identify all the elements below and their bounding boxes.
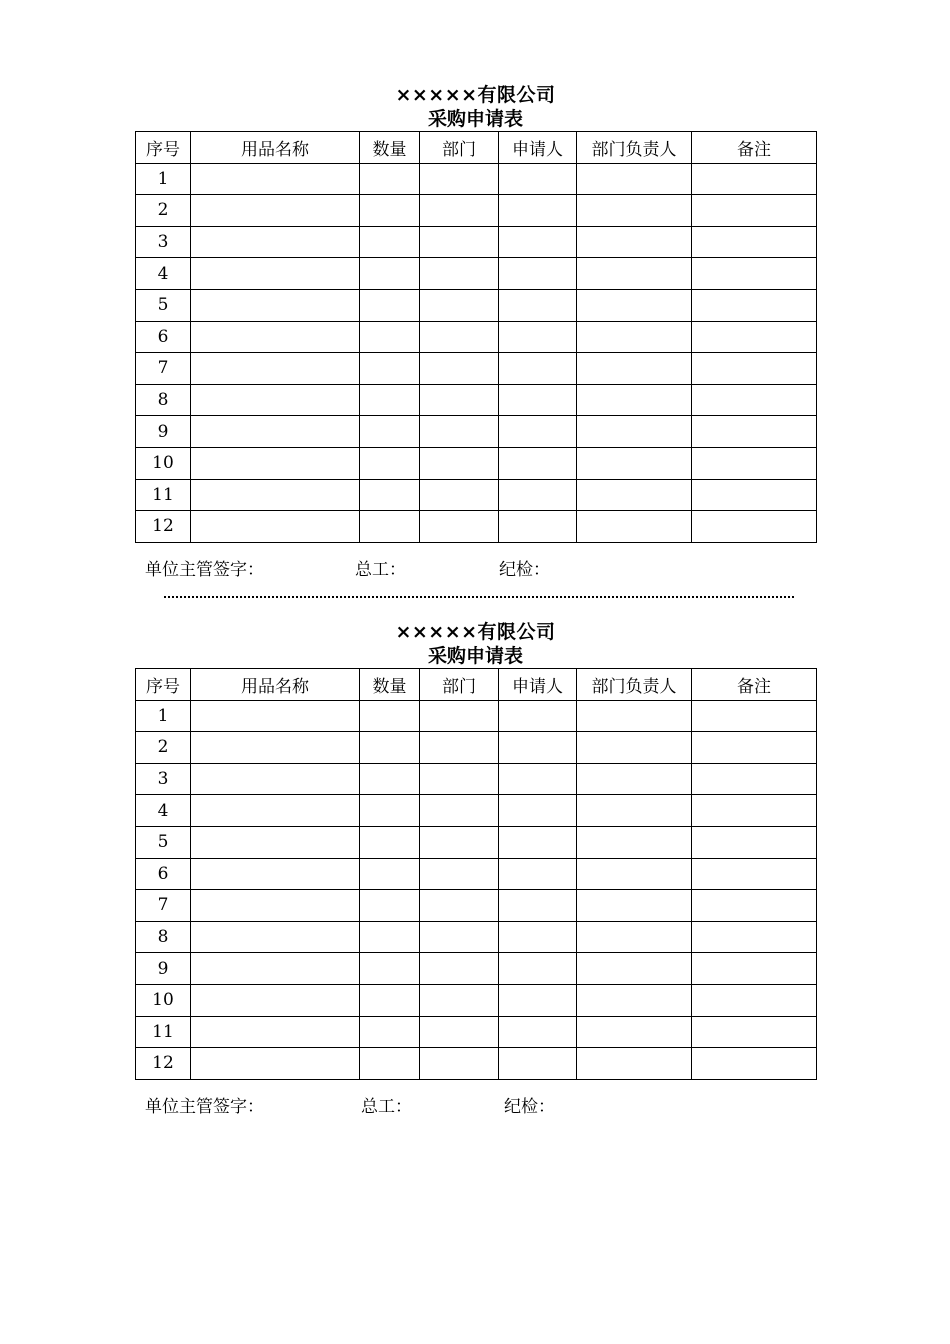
remarks-cell[interactable] [692, 226, 817, 258]
serial-number-cell: 7 [136, 890, 191, 922]
quantity-cell[interactable] [360, 826, 420, 858]
table-body [136, 700, 817, 1079]
quantity-cell[interactable] [360, 321, 420, 353]
quantity-cell[interactable] [360, 858, 420, 890]
table-row [136, 953, 817, 985]
table-body [136, 163, 817, 542]
serial-number-cell: 4 [136, 258, 191, 290]
item-name-cell[interactable] [191, 890, 360, 922]
dept-head-cell[interactable] [577, 511, 692, 543]
signature-line [135, 1092, 816, 1126]
quantity-cell[interactable] [360, 384, 420, 416]
table-row [136, 195, 817, 227]
dept-head-cell[interactable] [577, 163, 692, 195]
department-cell[interactable] [420, 763, 499, 795]
serial-number-cell: 1 [136, 163, 191, 195]
table-row [136, 511, 817, 543]
serial-number-cell: 8 [136, 921, 191, 953]
remarks-cell[interactable] [692, 195, 817, 227]
applicant-cell[interactable] [499, 384, 577, 416]
col-header-dept-head: 部门负责人 [577, 132, 692, 164]
item-name-cell[interactable] [191, 289, 360, 321]
applicant-cell[interactable] [499, 353, 577, 385]
supervisor-signature-label: 单位主管签字： [145, 1096, 264, 1117]
company-title: ×××××有限公司 [395, 84, 556, 106]
dept-head-cell[interactable] [577, 921, 692, 953]
serial-number-cell: 2 [136, 195, 191, 227]
quantity-cell[interactable] [360, 700, 420, 732]
applicant-cell[interactable] [499, 763, 577, 795]
department-cell[interactable] [420, 289, 499, 321]
department-cell[interactable] [420, 700, 499, 732]
department-cell[interactable] [420, 511, 499, 543]
applicant-cell[interactable] [499, 890, 577, 922]
discipline-inspection-label: 纪检： [499, 559, 550, 580]
applicant-cell[interactable] [499, 163, 577, 195]
applicant-cell[interactable] [499, 258, 577, 290]
item-name-cell[interactable] [191, 258, 360, 290]
department-cell[interactable] [420, 479, 499, 511]
remarks-cell[interactable] [692, 795, 817, 827]
applicant-cell[interactable] [499, 1016, 577, 1048]
applicant-cell[interactable] [499, 1048, 577, 1080]
remarks-cell[interactable] [692, 826, 817, 858]
chief-engineer-label: 总工： [361, 1096, 412, 1117]
serial-number-cell: 4 [136, 795, 191, 827]
department-cell[interactable] [420, 195, 499, 227]
remarks-cell[interactable] [692, 953, 817, 985]
remarks-cell[interactable] [692, 1048, 817, 1080]
dept-head-cell[interactable] [577, 289, 692, 321]
dept-head-cell[interactable] [577, 384, 692, 416]
item-name-cell[interactable] [191, 416, 360, 448]
dept-head-cell[interactable] [577, 447, 692, 479]
department-cell[interactable] [420, 258, 499, 290]
item-name-cell[interactable] [191, 700, 360, 732]
serial-number-cell: 11 [136, 1016, 191, 1048]
supervisor-signature-label: 单位主管签字： [145, 559, 264, 580]
col-header-serial: 序号 [136, 669, 191, 701]
department-cell[interactable] [420, 858, 499, 890]
dept-head-cell[interactable] [577, 416, 692, 448]
dept-head-cell[interactable] [577, 1048, 692, 1080]
item-name-cell[interactable] [191, 953, 360, 985]
table-row [136, 890, 817, 922]
applicant-cell[interactable] [499, 226, 577, 258]
serial-number-cell: 11 [136, 479, 191, 511]
item-name-cell[interactable] [191, 1048, 360, 1080]
quantity-cell[interactable] [360, 921, 420, 953]
purchase-form-1 [135, 83, 816, 589]
applicant-cell[interactable] [499, 732, 577, 764]
serial-number-cell: 7 [136, 353, 191, 385]
remarks-cell[interactable] [692, 700, 817, 732]
quantity-cell[interactable] [360, 289, 420, 321]
serial-number-cell: 6 [136, 858, 191, 890]
quantity-cell[interactable] [360, 416, 420, 448]
quantity-cell[interactable] [360, 953, 420, 985]
applicant-cell[interactable] [499, 826, 577, 858]
department-cell[interactable] [420, 321, 499, 353]
table-row [136, 1048, 817, 1080]
quantity-cell[interactable] [360, 195, 420, 227]
item-name-cell[interactable] [191, 826, 360, 858]
department-cell[interactable] [420, 226, 499, 258]
remarks-cell[interactable] [692, 1016, 817, 1048]
serial-number-cell: 9 [136, 416, 191, 448]
department-cell[interactable] [420, 447, 499, 479]
remarks-cell[interactable] [692, 763, 817, 795]
dept-head-cell[interactable] [577, 195, 692, 227]
department-cell[interactable] [420, 163, 499, 195]
department-cell[interactable] [420, 1016, 499, 1048]
table-row [136, 163, 817, 195]
dept-head-cell[interactable] [577, 953, 692, 985]
quantity-cell[interactable] [360, 732, 420, 764]
remarks-cell[interactable] [692, 353, 817, 385]
col-header-department: 部门 [420, 132, 499, 164]
item-name-cell[interactable] [191, 321, 360, 353]
dept-head-cell[interactable] [577, 353, 692, 385]
item-name-cell[interactable] [191, 732, 360, 764]
dept-head-cell[interactable] [577, 700, 692, 732]
table-row [136, 258, 817, 290]
department-cell[interactable] [420, 795, 499, 827]
table-row [136, 826, 817, 858]
col-header-item-name: 用品名称 [191, 669, 360, 701]
applicant-cell[interactable] [499, 321, 577, 353]
request-table [135, 131, 817, 543]
department-cell[interactable] [420, 984, 499, 1016]
serial-number-cell: 12 [136, 511, 191, 543]
table-row [136, 321, 817, 353]
serial-number-cell: 8 [136, 384, 191, 416]
quantity-cell[interactable] [360, 795, 420, 827]
dept-head-cell[interactable] [577, 890, 692, 922]
cut-line-divider [164, 596, 794, 598]
serial-number-cell: 10 [136, 447, 191, 479]
table-header-row [136, 669, 817, 701]
remarks-cell[interactable] [692, 384, 817, 416]
applicant-cell[interactable] [499, 921, 577, 953]
purchase-form-2 [135, 620, 816, 1126]
remarks-cell[interactable] [692, 289, 817, 321]
department-cell[interactable] [420, 384, 499, 416]
table-row [136, 858, 817, 890]
table-row [136, 226, 817, 258]
item-name-cell[interactable] [191, 384, 360, 416]
serial-number-cell: 10 [136, 984, 191, 1016]
applicant-cell[interactable] [499, 858, 577, 890]
col-header-dept-head: 部门负责人 [577, 669, 692, 701]
col-header-remarks: 备注 [692, 669, 817, 701]
signature-line [135, 555, 816, 589]
quantity-cell[interactable] [360, 1016, 420, 1048]
applicant-cell[interactable] [499, 447, 577, 479]
applicant-cell[interactable] [499, 984, 577, 1016]
serial-number-cell: 6 [136, 321, 191, 353]
item-name-cell[interactable] [191, 921, 360, 953]
serial-number-cell: 3 [136, 226, 191, 258]
dept-head-cell[interactable] [577, 258, 692, 290]
table-row [136, 416, 817, 448]
table-row [136, 795, 817, 827]
dept-head-cell[interactable] [577, 858, 692, 890]
remarks-cell[interactable] [692, 163, 817, 195]
form-title: 采购申请表 [427, 645, 523, 667]
table-row [136, 447, 817, 479]
remarks-cell[interactable] [692, 416, 817, 448]
department-cell[interactable] [420, 953, 499, 985]
remarks-cell[interactable] [692, 732, 817, 764]
remarks-cell[interactable] [692, 479, 817, 511]
applicant-cell[interactable] [499, 953, 577, 985]
table-row [136, 289, 817, 321]
table-row [136, 700, 817, 732]
remarks-cell[interactable] [692, 321, 817, 353]
remarks-cell[interactable] [692, 447, 817, 479]
item-name-cell[interactable] [191, 795, 360, 827]
department-cell[interactable] [420, 890, 499, 922]
col-header-quantity: 数量 [360, 669, 420, 701]
item-name-cell[interactable] [191, 226, 360, 258]
quantity-cell[interactable] [360, 447, 420, 479]
serial-number-cell: 2 [136, 732, 191, 764]
item-name-cell[interactable] [191, 763, 360, 795]
quantity-cell[interactable] [360, 353, 420, 385]
serial-number-cell: 3 [136, 763, 191, 795]
remarks-cell[interactable] [692, 511, 817, 543]
applicant-cell[interactable] [499, 195, 577, 227]
col-header-item-name: 用品名称 [191, 132, 360, 164]
quantity-cell[interactable] [360, 1048, 420, 1080]
applicant-cell[interactable] [499, 700, 577, 732]
item-name-cell[interactable] [191, 511, 360, 543]
serial-number-cell: 12 [136, 1048, 191, 1080]
item-name-cell[interactable] [191, 1016, 360, 1048]
serial-number-cell: 9 [136, 953, 191, 985]
table-row [136, 921, 817, 953]
table-row [136, 479, 817, 511]
applicant-cell[interactable] [499, 479, 577, 511]
dept-head-cell[interactable] [577, 321, 692, 353]
serial-number-cell: 5 [136, 289, 191, 321]
remarks-cell[interactable] [692, 984, 817, 1016]
quantity-cell[interactable] [360, 984, 420, 1016]
applicant-cell[interactable] [499, 416, 577, 448]
company-title: ×××××有限公司 [395, 621, 556, 643]
item-name-cell[interactable] [191, 353, 360, 385]
remarks-cell[interactable] [692, 890, 817, 922]
remarks-cell[interactable] [692, 921, 817, 953]
item-name-cell[interactable] [191, 195, 360, 227]
table-row [136, 353, 817, 385]
serial-number-cell: 5 [136, 826, 191, 858]
serial-number-cell: 1 [136, 700, 191, 732]
item-name-cell[interactable] [191, 479, 360, 511]
dept-head-cell[interactable] [577, 732, 692, 764]
table-row [136, 732, 817, 764]
col-header-department: 部门 [420, 669, 499, 701]
quantity-cell[interactable] [360, 258, 420, 290]
quantity-cell[interactable] [360, 890, 420, 922]
dept-head-cell[interactable] [577, 826, 692, 858]
item-name-cell[interactable] [191, 858, 360, 890]
table-row [136, 763, 817, 795]
department-cell[interactable] [420, 1048, 499, 1080]
col-header-quantity: 数量 [360, 132, 420, 164]
item-name-cell[interactable] [191, 984, 360, 1016]
department-cell[interactable] [420, 416, 499, 448]
discipline-inspection-label: 纪检： [504, 1096, 555, 1117]
dept-head-cell[interactable] [577, 763, 692, 795]
request-table [135, 668, 817, 1080]
remarks-cell[interactable] [692, 258, 817, 290]
quantity-cell[interactable] [360, 479, 420, 511]
quantity-cell[interactable] [360, 511, 420, 543]
form-title: 采购申请表 [427, 108, 523, 130]
col-header-serial: 序号 [136, 132, 191, 164]
department-cell[interactable] [420, 921, 499, 953]
table-header-row [136, 132, 817, 164]
item-name-cell[interactable] [191, 447, 360, 479]
applicant-cell[interactable] [499, 289, 577, 321]
department-cell[interactable] [420, 826, 499, 858]
table-row [136, 384, 817, 416]
item-name-cell[interactable] [191, 163, 360, 195]
dept-head-cell[interactable] [577, 226, 692, 258]
applicant-cell[interactable] [499, 511, 577, 543]
col-header-remarks: 备注 [692, 132, 817, 164]
remarks-cell[interactable] [692, 858, 817, 890]
quantity-cell[interactable] [360, 163, 420, 195]
quantity-cell[interactable] [360, 226, 420, 258]
dept-head-cell[interactable] [577, 795, 692, 827]
table-row [136, 984, 817, 1016]
col-header-applicant: 申请人 [499, 669, 577, 701]
table-row [136, 1016, 817, 1048]
department-cell[interactable] [420, 732, 499, 764]
quantity-cell[interactable] [360, 763, 420, 795]
dept-head-cell[interactable] [577, 1016, 692, 1048]
chief-engineer-label: 总工： [355, 559, 406, 580]
applicant-cell[interactable] [499, 795, 577, 827]
dept-head-cell[interactable] [577, 479, 692, 511]
col-header-applicant: 申请人 [499, 132, 577, 164]
dept-head-cell[interactable] [577, 984, 692, 1016]
department-cell[interactable] [420, 353, 499, 385]
